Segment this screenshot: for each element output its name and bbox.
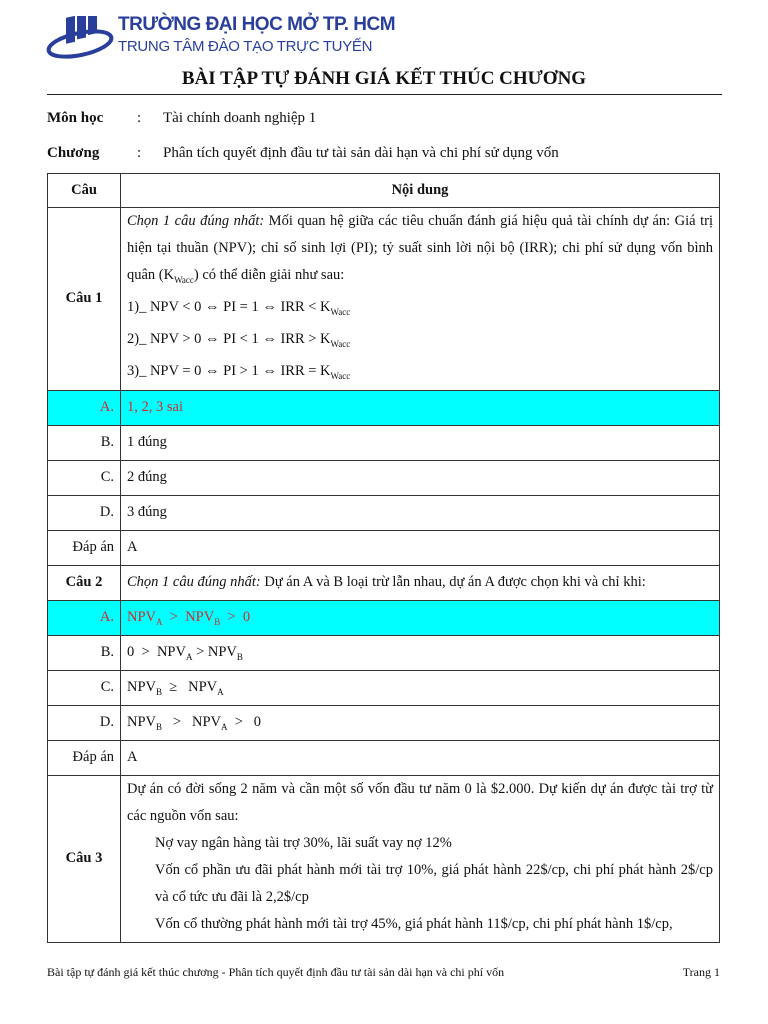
question-2-option-c[interactable] [48, 670, 720, 705]
option-text: 1 đúng [121, 425, 720, 460]
statement-3-subscript: Wacc [330, 370, 351, 381]
question-3-row [48, 775, 720, 942]
option-text: $NPV_B > NPV_A > 0$ [121, 705, 720, 740]
page-footer [47, 965, 720, 980]
option-label: B. [48, 425, 121, 460]
answer-value: A [121, 530, 720, 565]
question-1-option-a[interactable] [48, 390, 720, 425]
option-text: $NPV_A > NPV_B > 0$ [121, 600, 720, 635]
question-3-content [121, 775, 720, 942]
question-2-option-a[interactable] [48, 600, 720, 635]
title-divider [47, 94, 722, 95]
document-title: BÀI TẬP TỰ ĐÁNH GIÁ KẾT THÚC CHƯƠNG [181, 68, 587, 89]
question-1-option-c[interactable] [48, 460, 720, 495]
option-text: 1, 2, 3 sai [121, 390, 720, 425]
statement-3: 3)_ NPV = 0 ⇔ PI > 1 ⇔ IRR = K [127, 362, 331, 379]
answer-label: Đáp án [48, 740, 121, 775]
option-text: 3 đúng [121, 495, 720, 530]
question-1-row [48, 208, 720, 391]
course-label: Môn học [47, 110, 104, 126]
question-1-prompt-end: ) có thể diễn giải như sau: [193, 267, 345, 283]
question-3-paragraph-1: Dự án có đời sống 2 năm và cần một số vốn đầu tư năm 0 là $2.000. Dự kiến dự án được tài trợ từ các nguồn vốn sau: [127, 780, 713, 824]
question-1-prompt: Mối quan hệ giữa các tiêu chuẩn đánh giá hiệu quả tài chính dự án: Giá trị hiện tại thuần (NPV); chỉ số sinh lợi (PI); tỷ suất sinh lời nội bộ (IRR); chi phí sử dụng vốn bình quân (K [127, 213, 713, 283]
statement-2-subscript: Wacc [330, 338, 351, 349]
question-table [47, 173, 720, 943]
option-label: A. [48, 390, 121, 425]
statement-1-subscript: Wacc [330, 306, 351, 317]
option-label: C. [48, 460, 121, 495]
answer-value: A [121, 740, 720, 775]
brand-name: TRƯỜNG ĐẠI HỌC MỞ TP. HCM [118, 14, 396, 35]
option-label: A. [48, 600, 121, 635]
course-colon: : [137, 110, 142, 126]
footer-text: Bài tập tự đánh giá kết thúc chương - Phân tích quyết định đầu tư tài sản dài hạn và chi phí vốn [47, 965, 505, 979]
answer-label: Đáp án [48, 530, 121, 565]
column-header-content: Nội dung [121, 174, 720, 208]
question-1-instruction: Chọn 1 câu đúng nhất: [127, 213, 265, 229]
question-1-option-d[interactable] [48, 495, 720, 530]
book-orbit-logo-icon [46, 16, 116, 64]
question-2-option-b[interactable] [48, 635, 720, 670]
kwacc-subscript: Wacc [174, 274, 194, 285]
option-text: 2 đúng [121, 460, 720, 495]
course-value: Tài chính doanh nghiệp 1 [163, 110, 317, 126]
chapter-label: Chương [47, 145, 100, 161]
option-label: C. [48, 670, 121, 705]
chapter-colon: : [137, 145, 142, 161]
question-1-option-b[interactable] [48, 425, 720, 460]
question-2-row [48, 565, 720, 600]
option-label: B. [48, 635, 121, 670]
option-label: D. [48, 705, 121, 740]
question-3-paragraph-2: Nợ vay ngân hàng tài trợ 30%, lãi suất vay nợ 12% [155, 834, 452, 851]
question-2-label: Câu 2 [48, 565, 121, 600]
option-label: D. [48, 495, 121, 530]
question-2-option-d[interactable] [48, 705, 720, 740]
statement-1: 1)_ NPV < 0 ⇔ PI = 1 ⇔ IRR < K [127, 298, 331, 315]
option-text: $NPV_B \ge NPV_A$ [121, 670, 720, 705]
question-3-paragraph-4: Vốn cổ thường phát hành mới tài trợ 45%, giá phát hành 11$/cp, chi phí phát hành 1$/cp, [155, 915, 673, 932]
question-1-answer-row [48, 530, 720, 565]
question-1-label: Câu 1 [48, 208, 121, 391]
question-2-instruction: Chọn 1 câu đúng nhất: [127, 574, 261, 591]
question-2-content [121, 565, 720, 600]
header [46, 12, 446, 62]
column-header-question: Câu [48, 174, 121, 208]
question-1-content [121, 208, 720, 391]
question-2-prompt: Dự án A và B loại trừ lẫn nhau, dự án A được chọn khi và chỉ khi: [260, 574, 646, 591]
statement-2: 2)_ NPV > 0 ⇔ PI < 1 ⇔ IRR > K [127, 330, 331, 347]
option-text: $0 > NPV_A > NPV_B$ [121, 635, 720, 670]
page-number: Trang 1 [682, 965, 720, 979]
question-3-paragraph-3: Vốn cổ phần ưu đãi phát hành mới tài trợ 10%, giá phát hành 22$/cp, chi phí phát hành 2$/cp và cổ tức ưu đãi là 2,2$/cp [155, 861, 713, 905]
table-header-row [48, 174, 720, 208]
question-2-answer-row [48, 740, 720, 775]
question-3-label: Câu 3 [48, 775, 121, 942]
brand-subtitle: TRUNG TÂM ĐÀO TẠO TRỰC TUYẾN [118, 38, 373, 55]
chapter-value: Phân tích quyết định đầu tư tài sản dài hạn và chi phí sử dụng vốn [163, 145, 559, 161]
